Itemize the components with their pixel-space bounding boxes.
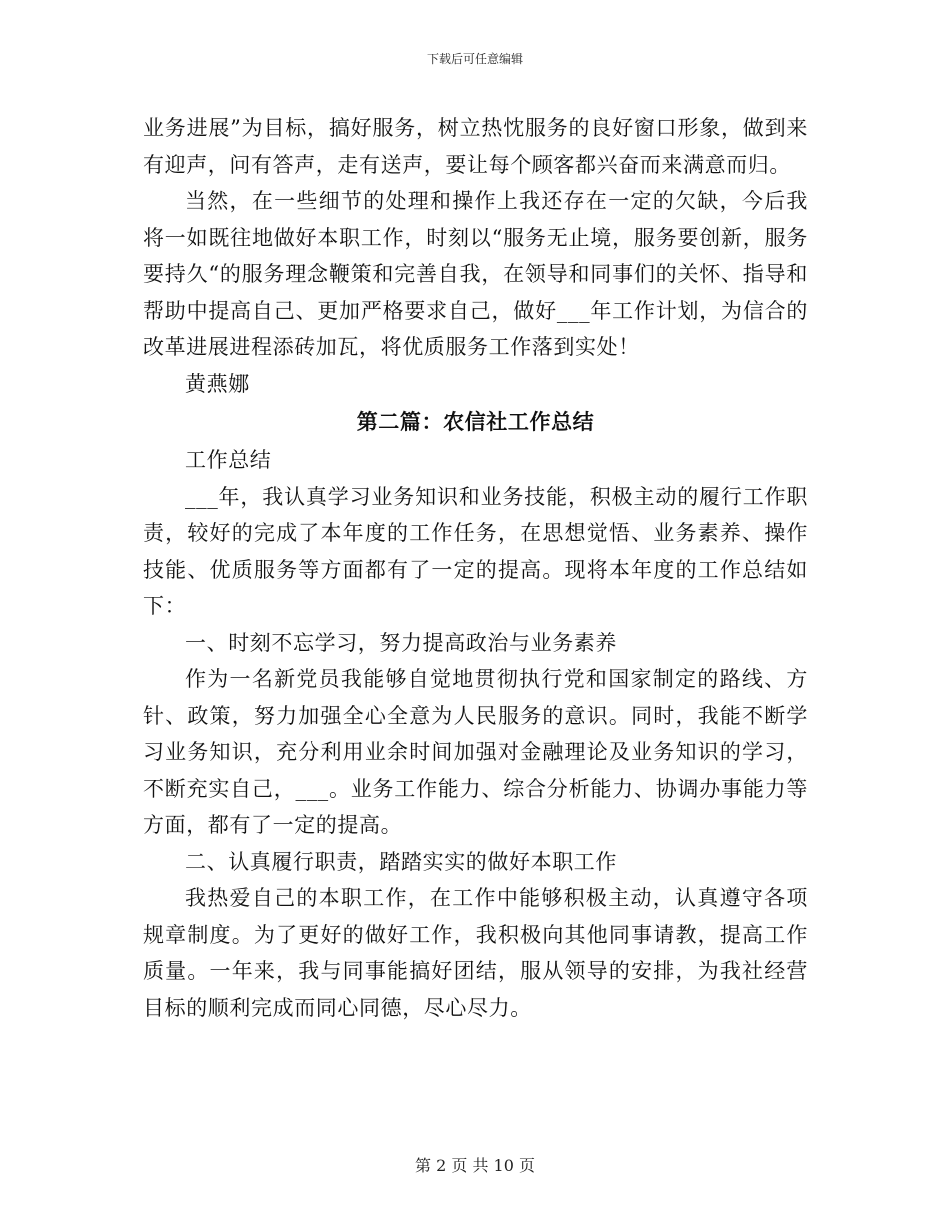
section-heading: 二、认真履行职责，踏踏实实的做好本职工作 (185, 849, 617, 874)
page-number: 第 2 页 共 10 页 (415, 1156, 535, 1175)
document-body (143, 110, 808, 1026)
page-header: 下载后可任意编辑 (426, 52, 523, 66)
signature: 黄燕娜 (185, 371, 250, 396)
paragraph: ___年，我认真学习业务知识和业务技能，积极主动的履行工作职责，较好的完成了本年度的工作任务，在思想觉悟、业务素养、操作技能、优质服务等方面都有了一定的提高。现将本年度的工作总结如下： (143, 484, 808, 618)
section-heading: 一、时刻不忘学习，努力提高政治与业务素养 (185, 630, 617, 655)
paragraph-continuation: 业务进展”为目标，搞好服务，树立热忱服务的良好窗口形象，做到来有迎声，问有答声，走有送声，要让每个顾客都兴奋而来满意而归。 (143, 116, 808, 177)
paragraph: 当然，在一些细节的处理和操作上我还存在一定的欠缺，今后我将一如既往地做好本职工作，时刻以“服务无止境，服务要创新，服务要持久“的服务理念鞭策和完善自我，在领导和同事们的关怀、指导和帮助中提高自己、更加严格要求自己，做好___年工作计划，为信合的改革进展进程添砖加瓦，将优质服务工作落到实处！ (143, 189, 808, 359)
subtitle: 工作总结 (185, 448, 272, 472)
paragraph: 我热爱自己的本职工作，在工作中能够积极主动，认真遵守各项规章制度。为了更好的做好工作，我积极向其他同事请教，提高工作质量。一年来，我与同事能搞好团结，服从领导的安排，为我社经营目标的顺利完成而同心同德，尽心尽力。 (143, 886, 808, 1020)
paragraph: 作为一名新党员我能够自觉地贯彻执行党和国家制定的路线、方针、政策，努力加强全心全意为人民服务的意识。同时，我能不断学习业务知识，充分利用业余时间加强对金融理论及业务知识的学习，不断充实自己，___。业务工作能力、综合分析能力、协调办事能力等方面，都有了一定的提高。 (143, 667, 808, 837)
section-title: 第二篇：农信社工作总结 (356, 409, 595, 434)
